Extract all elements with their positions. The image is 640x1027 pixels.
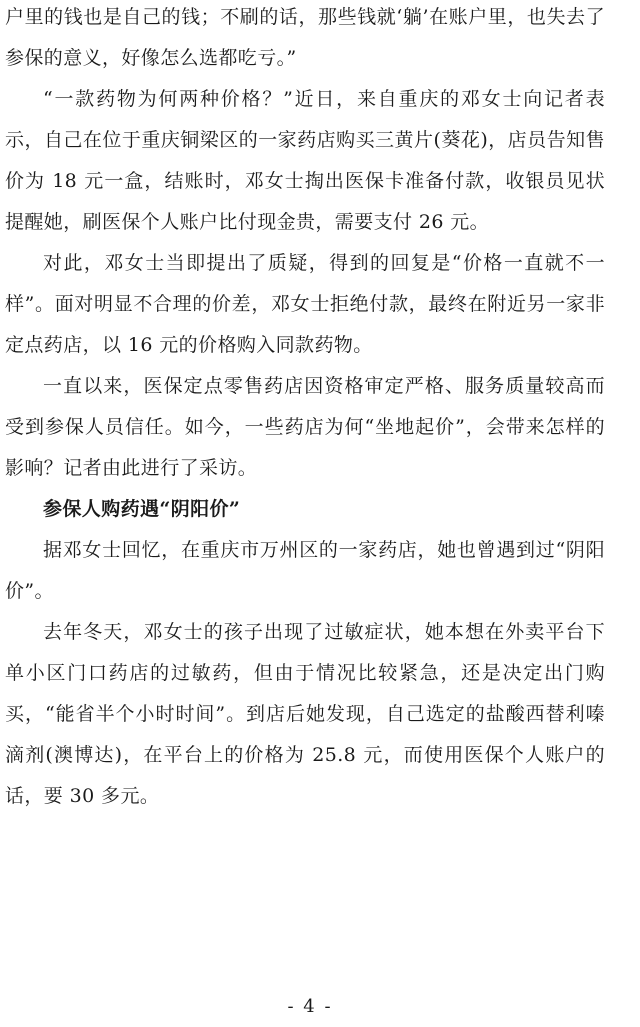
paragraph-continuation: 户里的钱也是自己的钱；不刷的话，那些钱就‘躺’在账户里，也失去了参保的意义，好像怎么选都吃亏。” <box>5 6 605 69</box>
paragraph-allergy-medicine: 去年冬天，邓女士的孩子出现了过敏症状，她本想在外卖平台下单小区门口药店的过敏药，但由于情况比较紧急，还是决定出门购买，“能省半个小时时间”。到店后她发现，自己选定的盐酸西替利嗪滴剂(澳博达)，在平台上的价格为 25.8 元，而使用医保个人账户的话，要 30 多元。 <box>5 621 605 807</box>
paragraph-pharmacy-trust: 一直以来，医保定点零售药店因资格审定严格、服务质量较高而受到参保人员信任。如今，一些药店为何“坐地起价”，会带来怎样的影响？记者由此进行了采访。 <box>5 375 605 479</box>
article-body <box>5 0 605 817</box>
paragraph-deng-pricing: “一款药物为何两种价格？”近日，来自重庆的邓女士向记者表示，自己在位于重庆铜梁区的一家药店购买三黄片(葵花)，店员告知售价为 18 元一盒，结账时，邓女士掏出医保卡准备付款，收银员见状提醒她，刷医保个人账户比付现金贵，需要支付 26 元。 <box>5 88 605 233</box>
section-heading: 参保人购药遇“阴阳价” <box>43 498 241 520</box>
page-number: - 4 - <box>287 996 333 1017</box>
paragraph-questioning: 对此，邓女士当即提出了质疑，得到的回复是“价格一直就不一样”。面对明显不合理的价差，邓女士拒绝付款，最终在附近另一家非定点药店，以 16 元的价格购入同款药物。 <box>5 252 605 356</box>
paragraph-wanzhou: 据邓女士回忆，在重庆市万州区的一家药店，她也曾遇到过“阴阳价”。 <box>5 539 605 602</box>
